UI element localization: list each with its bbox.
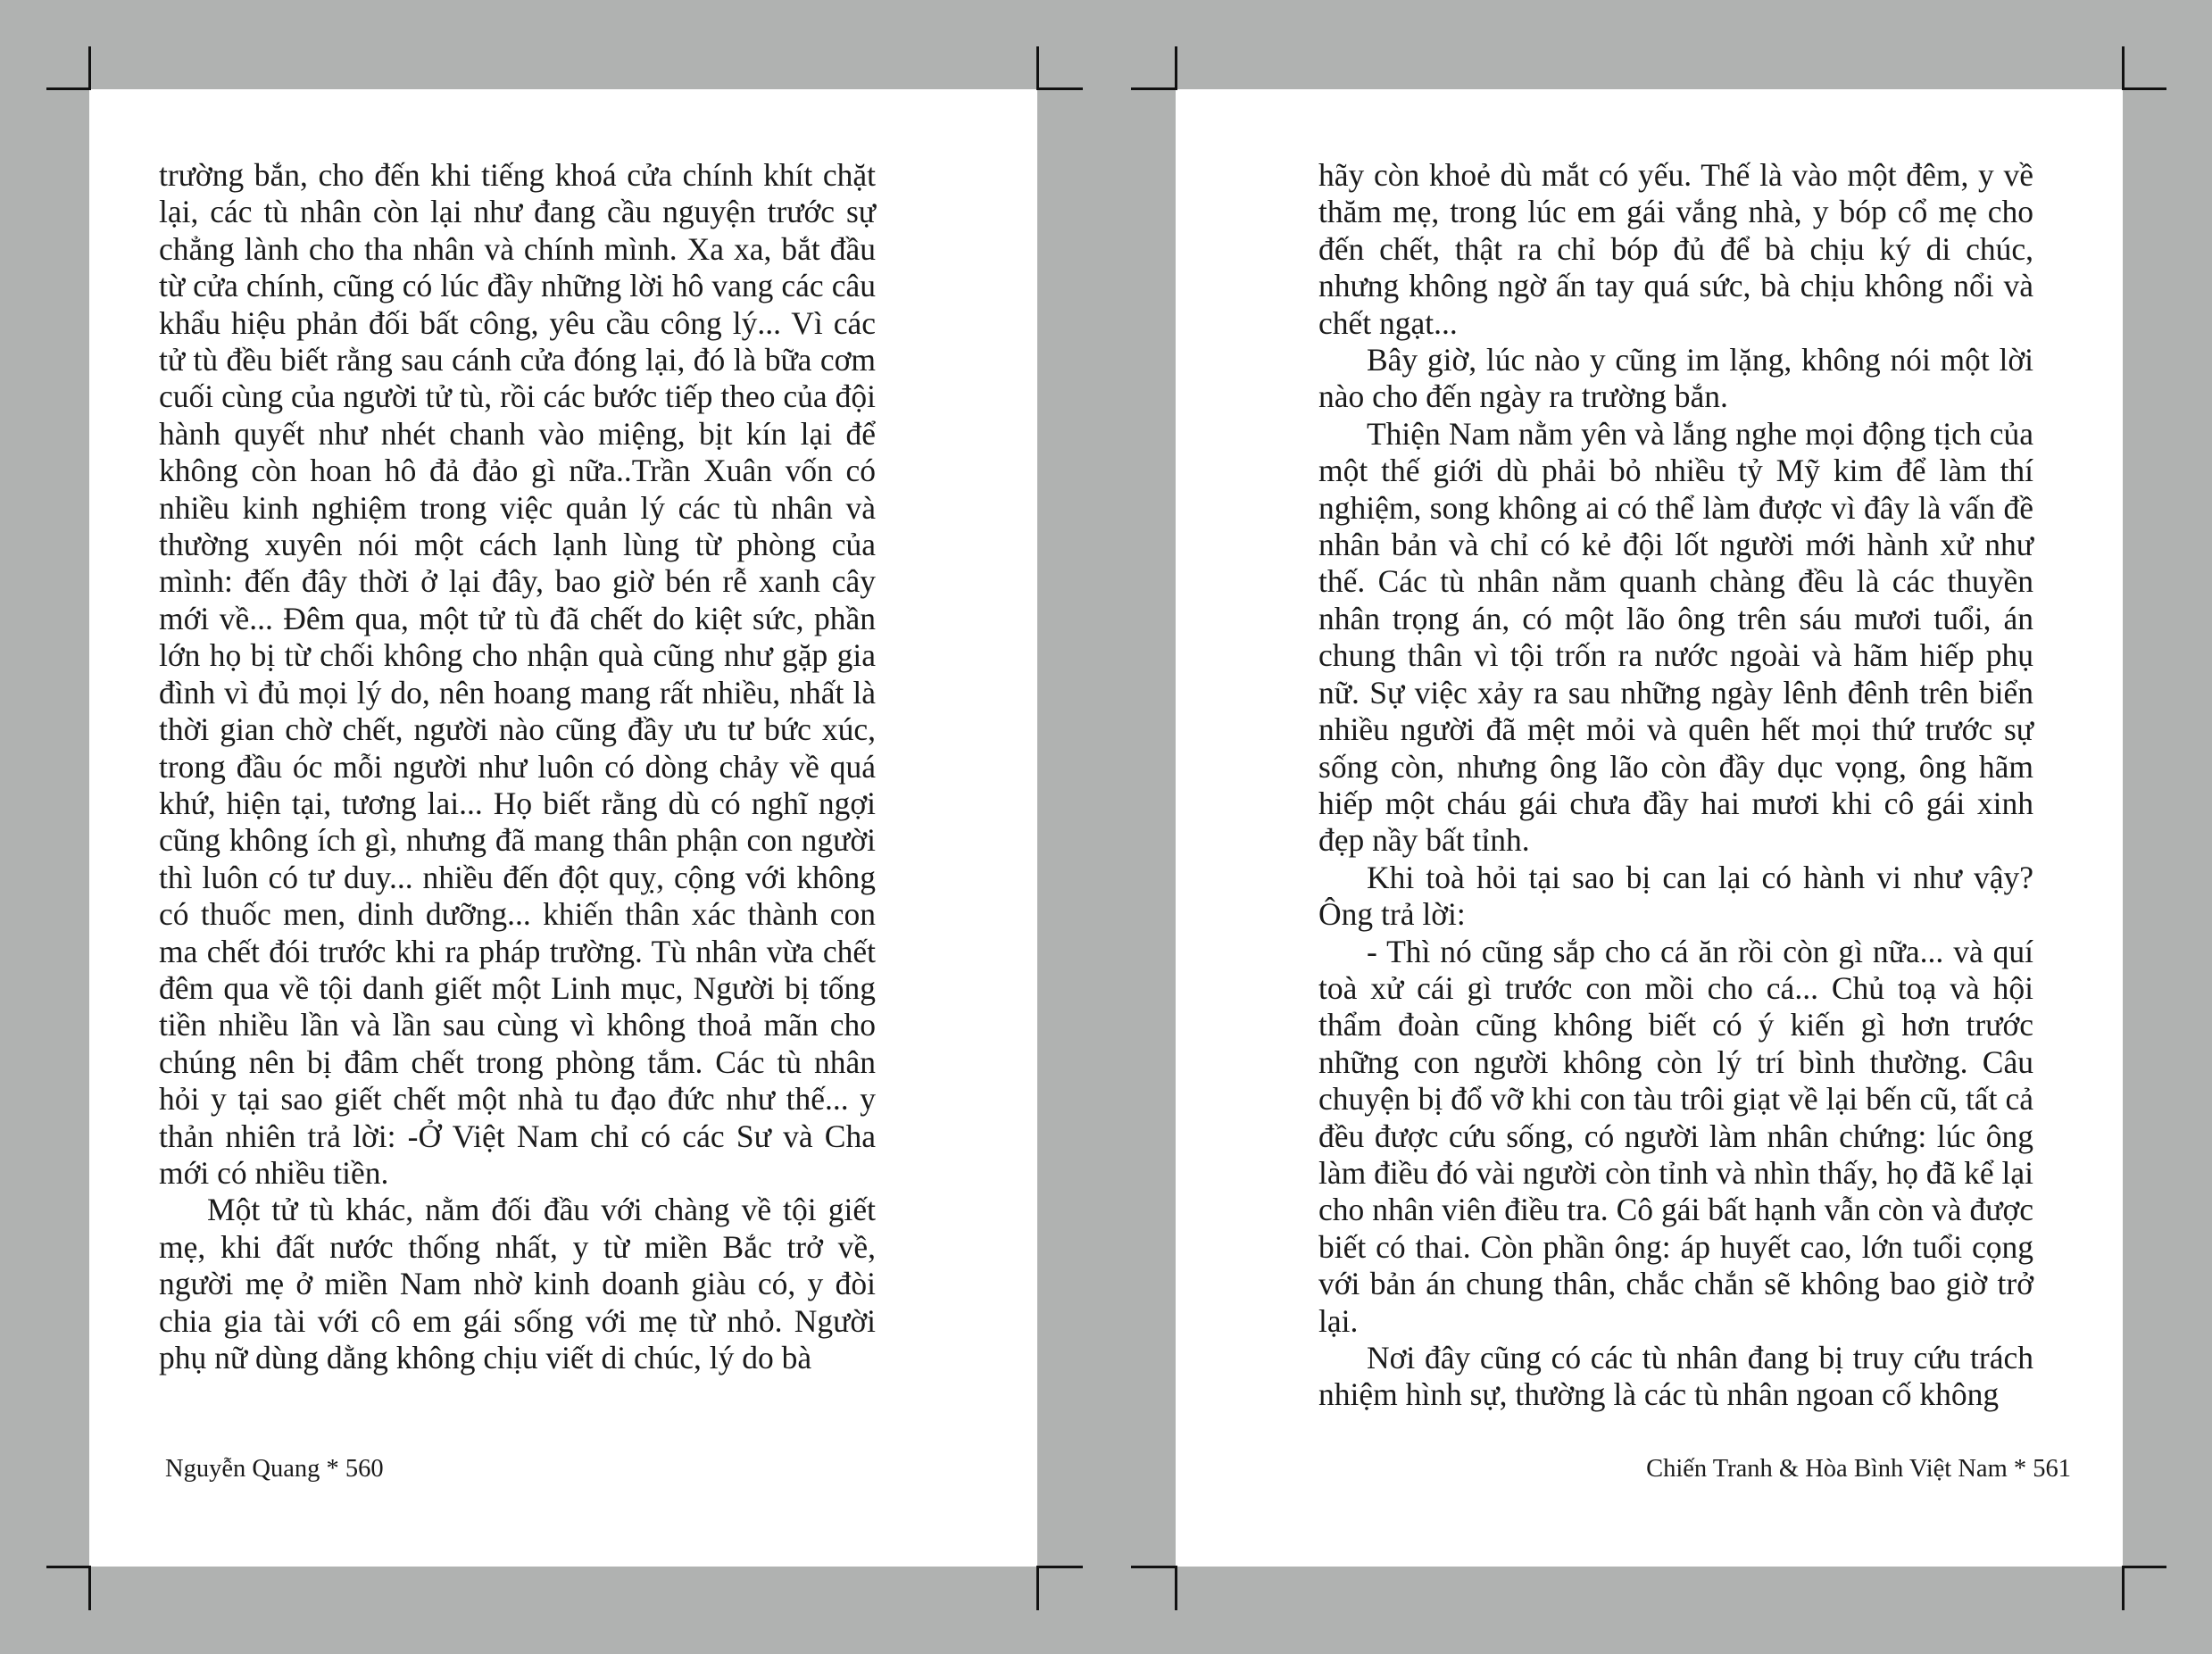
crop-mark — [1175, 1566, 1177, 1610]
paragraph: Một tử tù khác, nằm đối đầu với chàng về tội giết mẹ, khi đất nước thống nhất, y từ miền Bắc trở về, người mẹ ở miền Nam nhờ kinh doanh giàu có, y đòi chia gia tài với cô em gái sống với mẹ từ nhỏ. Người phụ nữ dùng dằng không chịu viết di chúc, lý do bà — [159, 1192, 876, 1376]
crop-mark — [1036, 1566, 1083, 1568]
crop-mark — [88, 46, 91, 90]
crop-mark — [1175, 46, 1177, 90]
crop-mark — [1131, 87, 1177, 90]
paragraph: Bây giờ, lúc nào y cũng im lặng, không nói một lời nào cho đến ngày ra trường bắn. — [1318, 342, 2033, 415]
paragraph: hãy còn khoẻ dù mắt có yếu. Thế là vào một đêm, y về thăm mẹ, trong lúc em gái vắng nhà, y bóp cổ mẹ cho đến chết, thật ra chỉ bóp đủ để bà chịu ký di chúc, nhưng không ngờ ấn tay quá sức, bà chịu không nổi và chết ngạt... — [1318, 157, 2033, 341]
crop-mark — [2122, 1566, 2166, 1568]
right-page — [1176, 89, 2123, 1567]
crop-mark — [1036, 87, 1083, 90]
paragraph: Khi toà hỏi tại sao bị can lại có hành vi như vậy? Ông trả lời: — [1318, 859, 2033, 933]
right-page-footer: Chiến Tranh & Hòa Bình Việt Nam * 561 — [1646, 1455, 2071, 1483]
paragraph: Nơi đây cũng có các tù nhân đang bị truy cứu trách nhiệm hình sự, thường là các tù nhân ngoan cố không — [1318, 1340, 2033, 1413]
crop-mark — [1036, 1566, 1039, 1610]
paragraph: - Thì nó cũng sắp cho cá ăn rồi còn gì nữa... và quí toà xử cái gì trước con mồi cho cá... Chủ toạ và hội thẩm đoàn cũng không biết có ý kiến gì hơn trước những con người không còn lý trí bình thường. Câu chuyện bị đổ vỡ khi con tàu trôi giạt về lại bến cũ, tất cả đều được cứu sống, có người làm nhân chứng: lúc ông làm điều đó vài người còn tỉnh và nhìn thấy, họ đã kể lại cho nhân viên điều tra. Cô gái bất hạnh vẫn còn và được biết có thai. Còn phần ông: áp huyết cao, lớn tuổi cọng với bản án chung thân, chắc chắn sẽ không bao giờ trở lại. — [1318, 933, 2033, 1339]
right-page-text — [1318, 157, 2033, 1414]
crop-mark — [88, 1566, 91, 1610]
left-page-footer: Nguyễn Quang * 560 — [165, 1455, 384, 1483]
crop-mark — [2122, 46, 2125, 90]
paragraph: Thiện Nam nằm yên và lắng nghe mọi động tịch của một thế giới dù phải bỏ nhiều tỷ Mỹ kim để làm thí nghiệm, song không ai có thể làm được vì đây là vấn đề nhân bản và chỉ có kẻ đội lốt người mới hành xử như thế. Các tù nhân nằm quanh chàng đều là các thuyền nhân trọng án, có một lão ông trên sáu mươi tuổi, án chung thân vì tội trốn ra nước ngoài và hãm hiếp phụ nữ. Sự việc xảy ra sau những ngày lênh đênh trên biển nhiều người đã mệt mỏi và quên hết mọi thứ trước sự sống còn, nhưng ông lão còn đầy dục vọng, ông hãm hiếp một cháu gái chưa đầy hai mươi khi cô gái xinh đẹp nầy bất tỉnh. — [1318, 415, 2033, 859]
crop-mark — [46, 87, 91, 90]
left-page-text — [159, 157, 876, 1376]
crop-mark — [46, 1566, 91, 1568]
crop-mark — [1131, 1566, 1177, 1568]
crop-mark — [2122, 1566, 2125, 1610]
left-page — [89, 89, 1037, 1567]
crop-mark — [2122, 87, 2166, 90]
paragraph: trường bắn, cho đến khi tiếng khoá cửa chính khít chặt lại, các tù nhân còn lại như đang cầu nguyện trước sự chẳng lành cho tha nhân và chính mình. Xa xa, bắt đầu từ cửa chính, cũng có lúc đầy những lời hô vang các câu khẩu hiệu phản đối bất công, yêu cầu công lý... Vì các tử tù đều biết rằng sau cánh cửa đóng lại, đó là bữa cơm cuối cùng của người tử tù, rồi các bước tiếp theo của đội hành quyết như nhét chanh vào miệng, bịt kín lại để không còn hoan hô đả đảo gì nữa..Trần Xuân vốn có nhiều kinh nghiệm trong việc quản lý các tù nhân và thường xuyên nói một cách lạnh lùng từ phòng của mình: đến đây thời ở lại đây, bao giờ bén rễ xanh cây mới về... Đêm qua, một tử tù đã chết do kiệt sức, phần lớn họ bị từ chối không cho nhận quà cũng như gặp gia đình vì đủ mọi lý do, nên hoang mang rất nhiều, nhất là thời gian chờ chết, người nào cũng đầy ưu tư bức xúc, trong đầu óc mỗi người như luôn có dòng chảy về quá khứ, hiện tại, tương lai... Họ biết rằng dù có nghĩ ngợi cũng không ích gì, nhưng đã mang thân phận con người thì luôn có tư duy... nhiều đến đột quỵ, cộng với không có thuốc men, dinh dưỡng... khiến thân xác thành con ma chết đói trước khi ra pháp trường. Tù nhân vừa chết đêm qua về tội danh giết một Linh mục, Người bị tống tiền nhiều lần và lần sau cùng vì không thoả mãn cho chúng nên bị đâm chết trong phòng tắm. Các tù nhân hỏi y tại sao giết chết một nhà tu đạo đức như thế... y thản nhiên trả lời: -Ở Việt Nam chỉ có các Sư và Cha mới có nhiều tiền. — [159, 157, 876, 1191]
crop-mark — [1036, 46, 1039, 90]
